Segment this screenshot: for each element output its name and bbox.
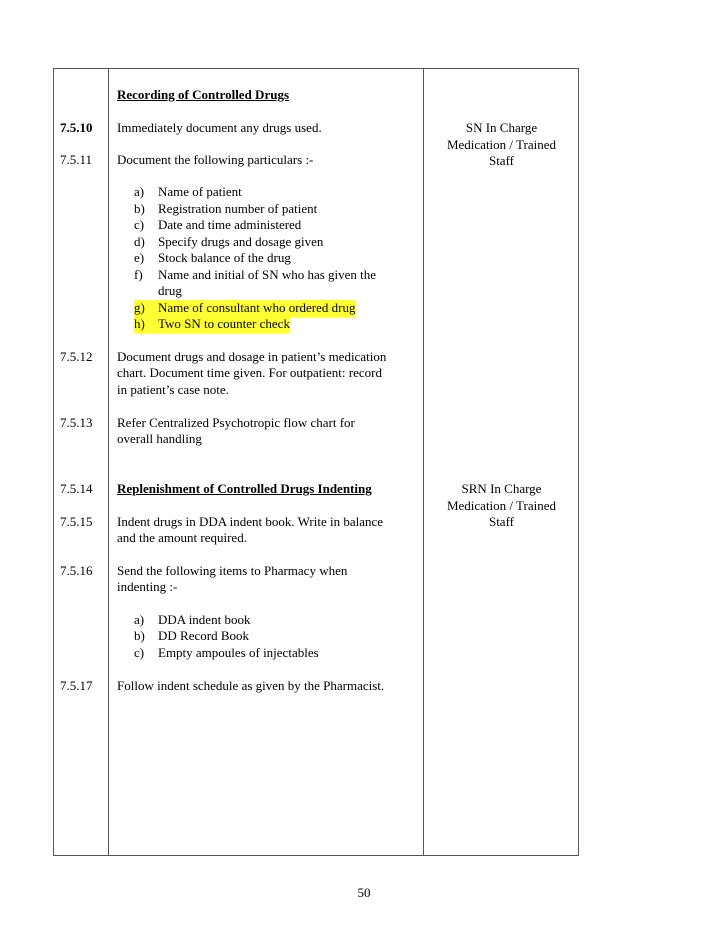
item-text: Document drugs and dosage in patient’s medication: [117, 349, 387, 364]
column-divider-2: [423, 68, 424, 856]
page-number: 50: [357, 885, 371, 900]
item-number: 7.5.16: [60, 563, 93, 578]
list-item-continuation: drug: [158, 283, 182, 298]
section2-responsible: [424, 481, 579, 531]
list-marker: b): [134, 628, 145, 643]
item-text: and the amount required.: [117, 530, 247, 545]
list-marker: f): [134, 267, 143, 282]
item-number: 7.5.11: [60, 152, 93, 167]
item-number: 7.5.14: [60, 481, 93, 496]
responsible-line: SN In Charge: [465, 120, 538, 135]
item-text: chart. Document time given. For outpatient: record: [117, 365, 382, 380]
list-item: Empty ampoules of injectables: [158, 645, 319, 660]
list-item: Specify drugs and dosage given: [158, 234, 324, 249]
list-marker: a): [134, 612, 145, 627]
list-item: DDA indent book: [158, 612, 251, 627]
list-marker: c): [134, 217, 145, 232]
responsible-line: Medication / Trained: [446, 136, 557, 152]
item-text: overall handling: [117, 431, 202, 446]
list-marker: e): [134, 250, 145, 265]
list-marker: c): [134, 645, 145, 660]
list-item-highlighted: Name of consultant who ordered drug: [158, 300, 356, 315]
list-item: Registration number of patient: [158, 201, 318, 216]
item-number: 7.5.15: [60, 514, 93, 529]
item-text: Immediately document any drugs used.: [117, 120, 322, 135]
item-text: Document the following particulars :-: [117, 152, 314, 167]
section2-heading: Replenishment of Controlled Drugs Indenting: [117, 481, 372, 496]
section1-heading: Recording of Controlled Drugs: [117, 87, 290, 102]
list-item: Name of patient: [158, 184, 242, 199]
table-frame: [53, 68, 579, 856]
list-marker: h): [134, 316, 158, 333]
list-marker: d): [134, 234, 145, 249]
list-item: DD Record Book: [158, 628, 249, 643]
item-text: indenting :-: [117, 579, 178, 594]
list-marker: g): [134, 300, 158, 317]
item-number: 7.5.13: [60, 415, 93, 430]
column-divider-1: [108, 68, 109, 856]
responsible-line: Staff: [488, 514, 515, 529]
item-text: Send the following items to Pharmacy when: [117, 563, 348, 578]
responsible-line: Staff: [488, 153, 515, 168]
item-text: Indent drugs in DDA indent book. Write in balance: [117, 514, 384, 529]
item-number: 7.5.10: [60, 120, 93, 135]
item-text: Follow indent schedule as given by the Pharmacist.: [117, 678, 385, 693]
responsible-line: SRN In Charge: [461, 481, 542, 496]
list-item: Stock balance of the drug: [158, 250, 291, 265]
list-item: Date and time administered: [158, 217, 302, 232]
list-marker: b): [134, 201, 145, 216]
item-number: 7.5.17: [60, 678, 93, 693]
list-item: Name and initial of SN who has given the: [158, 267, 377, 282]
responsible-line: Medication / Trained: [446, 497, 557, 513]
list-item-highlighted: Two SN to counter check: [158, 316, 290, 331]
item-number: 7.5.12: [60, 349, 93, 364]
item-text: Refer Centralized Psychotropic flow chart for: [117, 415, 355, 430]
item-text: in patient’s case note.: [117, 382, 229, 397]
list-marker: a): [134, 184, 145, 199]
section1-responsible: [424, 120, 579, 170]
